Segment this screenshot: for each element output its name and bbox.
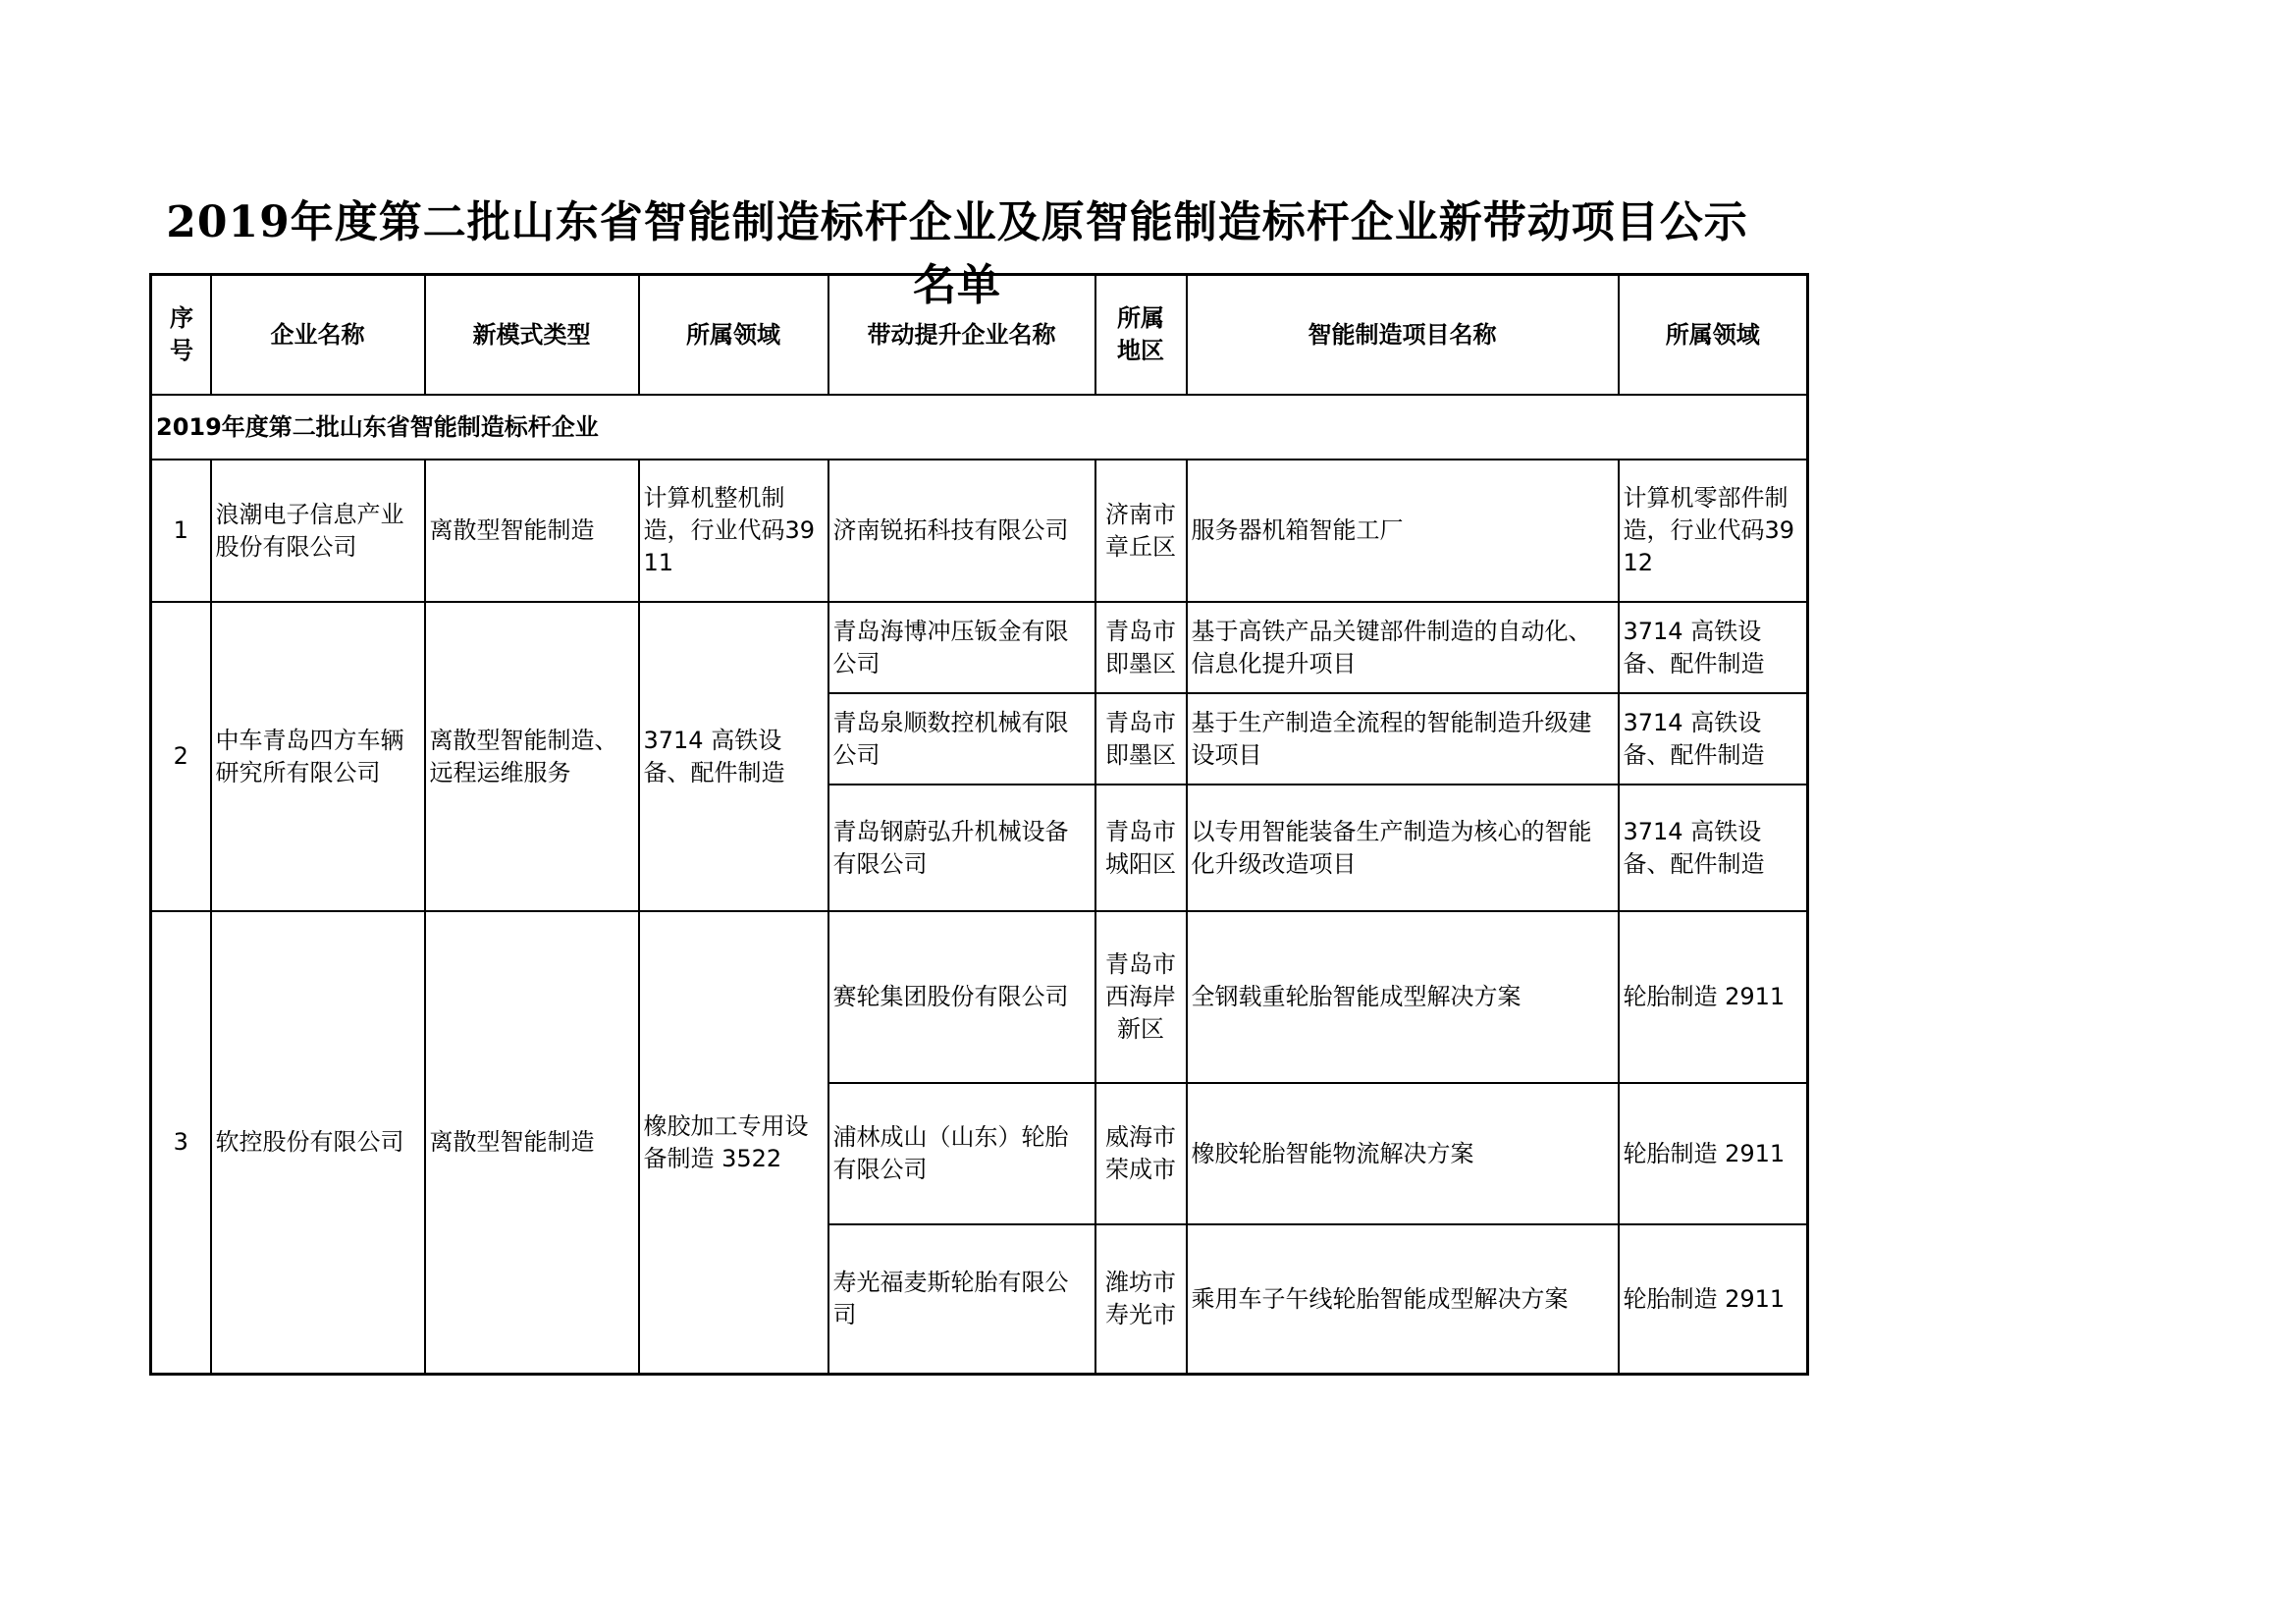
header-cell: 所属地区: [1095, 275, 1187, 396]
project-field: 3714 高铁设备、配件制造: [1619, 693, 1808, 785]
header-cell: 智能制造项目名称: [1187, 275, 1619, 396]
header-cell: 序号: [151, 275, 211, 396]
region: 青岛市即墨区: [1095, 693, 1187, 785]
table-row: [151, 460, 1808, 602]
region: 青岛市城阳区: [1095, 785, 1187, 911]
company-field: 计算机整机制造，行业代码3911: [639, 460, 828, 602]
project-field: 轮胎制造 2911: [1619, 1224, 1808, 1375]
company-name: 中车青岛四方车辆研究所有限公司: [211, 602, 425, 911]
partner-name: 赛轮集团股份有限公司: [828, 911, 1095, 1083]
header-row: [151, 275, 1808, 396]
mode-type: 离散型智能制造、远程运维服务: [425, 602, 639, 911]
project-field: 3714 高铁设备、配件制造: [1619, 785, 1808, 911]
row-number: 3: [151, 911, 211, 1375]
table-row: [151, 602, 1808, 693]
project-name: 乘用车子午线轮胎智能成型解决方案: [1187, 1224, 1619, 1375]
partner-name: 浦林成山（山东）轮胎有限公司: [828, 1083, 1095, 1224]
project-table: [149, 273, 1809, 1376]
region: 青岛市西海岸新区: [1095, 911, 1187, 1083]
company-name: 浪潮电子信息产业股份有限公司: [211, 460, 425, 602]
region: 济南市章丘区: [1095, 460, 1187, 602]
header-cell: 所属领域: [1619, 275, 1808, 396]
row-number: 1: [151, 460, 211, 602]
project-name: 基于生产制造全流程的智能制造升级建设项目: [1187, 693, 1619, 785]
region: 威海市荣成市: [1095, 1083, 1187, 1224]
section-row: [151, 395, 1808, 460]
mode-type: 离散型智能制造: [425, 911, 639, 1375]
project-name: 全钢载重轮胎智能成型解决方案: [1187, 911, 1619, 1083]
company-field: 橡胶加工专用设备制造 3522: [639, 911, 828, 1375]
header-cell: 企业名称: [211, 275, 425, 396]
partner-name: 寿光福麦斯轮胎有限公司: [828, 1224, 1095, 1375]
partner-name: 青岛钢蔚弘升机械设备有限公司: [828, 785, 1095, 911]
row-number: 2: [151, 602, 211, 911]
header-cell: 新模式类型: [425, 275, 639, 396]
region: 青岛市即墨区: [1095, 602, 1187, 693]
project-name: 服务器机箱智能工厂: [1187, 460, 1619, 602]
project-field: 轮胎制造 2911: [1619, 1083, 1808, 1224]
project-name: 橡胶轮胎智能物流解决方案: [1187, 1083, 1619, 1224]
company-name: 软控股份有限公司: [211, 911, 425, 1375]
table-row: [151, 911, 1808, 1083]
partner-name: 青岛海博冲压钣金有限公司: [828, 602, 1095, 693]
region: 潍坊市寿光市: [1095, 1224, 1187, 1375]
header-cell: 所属领域: [639, 275, 828, 396]
project-name: 基于高铁产品关键部件制造的自动化、信息化提升项目: [1187, 602, 1619, 693]
project-field: 计算机零部件制造，行业代码3912: [1619, 460, 1808, 602]
section-label: 2019年度第二批山东省智能制造标杆企业: [151, 395, 1808, 460]
project-field: 轮胎制造 2911: [1619, 911, 1808, 1083]
page-title: 2019年度第二批山东省智能制造标杆企业及原智能制造标杆企业新带动项目公示名单: [166, 197, 1748, 310]
mode-type: 离散型智能制造: [425, 460, 639, 602]
project-name: 以专用智能装备生产制造为核心的智能化升级改造项目: [1187, 785, 1619, 911]
company-field: 3714 高铁设备、配件制造: [639, 602, 828, 911]
project-field: 3714 高铁设备、配件制造: [1619, 602, 1808, 693]
header-cell: 带动提升企业名称: [828, 275, 1095, 396]
partner-name: 青岛泉顺数控机械有限公司: [828, 693, 1095, 785]
partner-name: 济南锐拓科技有限公司: [828, 460, 1095, 602]
